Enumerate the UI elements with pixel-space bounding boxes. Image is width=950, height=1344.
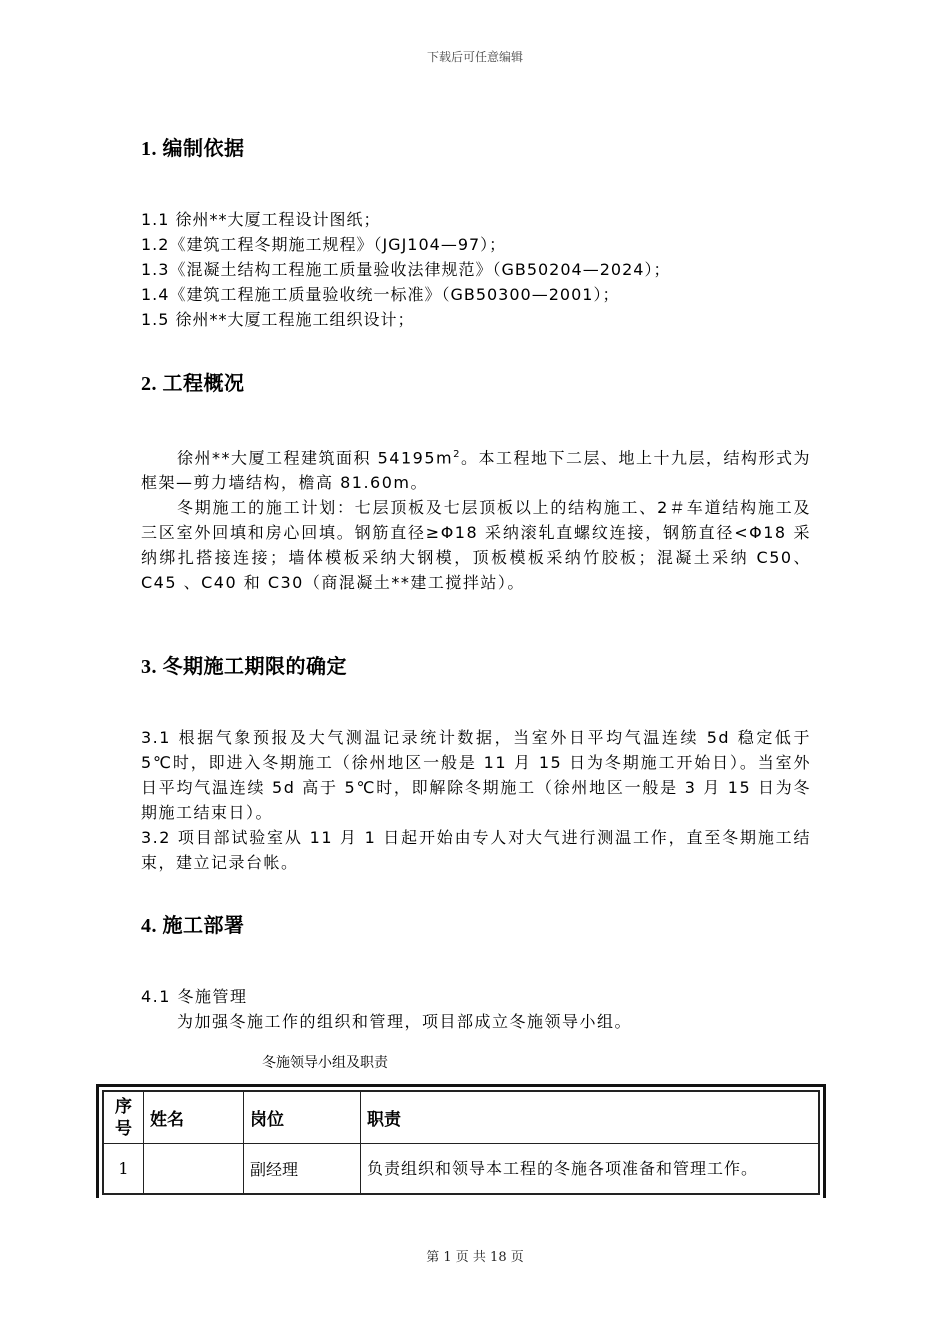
- paragraph: 冬期施工的施工计划：七层顶板及七层顶板以上的结构施工、2＃车道结构施工及三区室外回填和房心回填。钢筋直径≥Φ18 采纳滚轧直螺纹连接，钢筋直径<Φ18 采纳绑扎搭接连接；墙体模板采纳大钢模，顶板模板采纳竹胶板；混凝土采纳 C50、C45 、C40 和 C30（商混凝土**建工搅拌站）。: [141, 498, 811, 593]
- table-header-row: [104, 1092, 819, 1144]
- section-2-title: 2. 工程概况: [141, 373, 245, 395]
- section-3-title: 3. 冬期施工期限的确定: [141, 656, 347, 678]
- header-position: 岗位: [244, 1092, 361, 1144]
- section-1-title: 1. 编制依据: [141, 138, 245, 160]
- paragraph-text: 徐州**大厦工程建筑面积 54195m: [177, 448, 454, 468]
- section-3-body: [141, 725, 811, 875]
- cell-position: 副经理: [244, 1144, 361, 1194]
- list-item: 1.2《建筑工程冬期施工规程》（JGJ104—97）；: [141, 235, 507, 254]
- cell-duty: 负责组织和领导本工程的冬施各项准备和管理工作。: [361, 1144, 819, 1194]
- list-item: 1.5 徐州**大厦工程施工组织设计；: [141, 310, 415, 329]
- paragraph: 3.2 项目部试验室从 11 月 1 日起开始由专人对大气进行测温工作，直至冬期施工结束，建立记录台帐。: [141, 828, 811, 872]
- cell-name: [144, 1144, 244, 1194]
- subheading: 4.1 冬施管理: [141, 987, 248, 1006]
- list-item: 1.4《建筑工程施工质量验收统一标准》（GB50300—2001）；: [141, 285, 620, 304]
- table-row: [104, 1144, 819, 1194]
- paragraph-text: 。本工程地下二层、地上十九层，结构形式为框架—剪力墙结构，檐高 81.60m。: [141, 448, 811, 493]
- paragraph: [141, 442, 811, 495]
- cell-seq: 1: [104, 1144, 144, 1194]
- header-name: 姓名: [144, 1092, 244, 1144]
- list-item: 1.1 徐州**大厦工程设计图纸；: [141, 210, 381, 229]
- page-number: 第 1 页 共 18 页: [426, 1250, 524, 1265]
- section-2-body: [141, 442, 811, 595]
- table-caption: 冬施领导小组及职责: [262, 1055, 388, 1071]
- paragraph: 3.1 根据气象预报及大气测温记录统计数据，当室外日平均气温连续 5d 稳定低于 5℃时，即进入冬期施工（徐州地区一般是 11 月 15 日为冬期施工开始日）。当室外日平均气温连续 5d 高于 5℃时，即解除冬期施工（徐州地区一般是 3 月 15 日为冬期施工结束日）。: [141, 728, 811, 822]
- superscript: 2: [453, 449, 461, 460]
- header-duty: 职责: [361, 1092, 819, 1144]
- leadership-table: [96, 1084, 826, 1198]
- header-note: 下载后可任意编辑: [426, 50, 523, 64]
- section-4-title: 4. 施工部署: [141, 915, 245, 937]
- list-item: 1.3《混凝土结构工程施工质量验收法律规范》（GB50204—2024）；: [141, 260, 671, 279]
- section-4-body: [141, 984, 811, 1034]
- paragraph: 为加强冬施工作的组织和管理，项目部成立冬施领导小组。: [177, 1012, 633, 1031]
- header-seq: [104, 1092, 144, 1144]
- header-seq-text: 序号: [115, 1096, 132, 1139]
- section-1-list: [141, 207, 811, 332]
